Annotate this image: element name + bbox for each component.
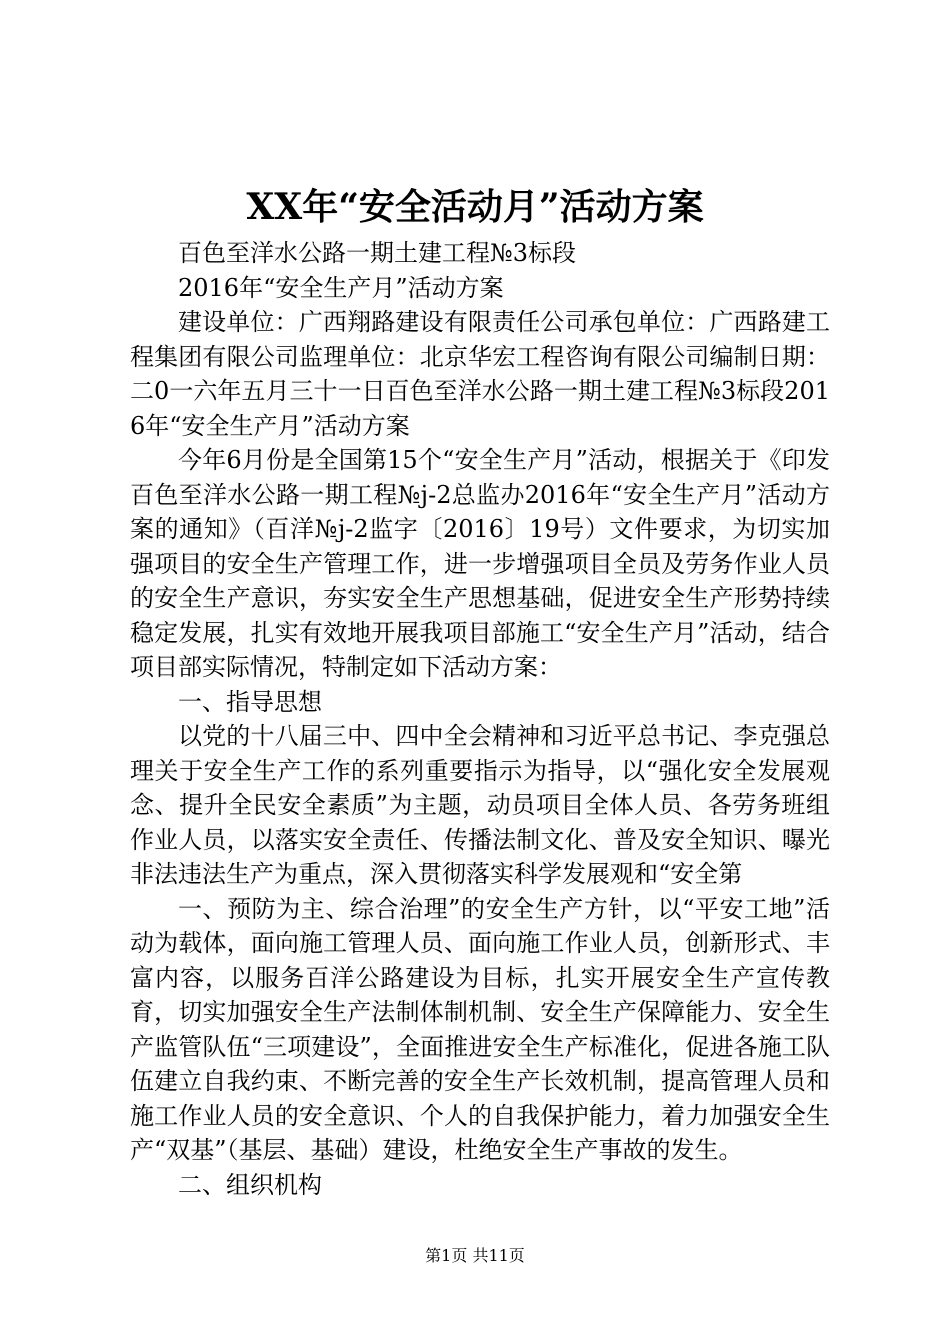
paragraph-project-name: 百色至洋水公路一期土建工程№3标段 bbox=[178, 239, 576, 267]
document-body bbox=[130, 236, 830, 1202]
section-heading-guiding-ideology: 一、指导思想 bbox=[178, 687, 322, 716]
section-heading-organization: 二、组织机构 bbox=[178, 1170, 322, 1199]
paragraph-plan-title: 2016年“安全生产月”活动方案 bbox=[178, 273, 504, 302]
page-number-footer: 第1页 共11页 bbox=[425, 1246, 525, 1265]
paragraph-introduction: 今年6月份是全国第15个“安全生产月”活动，根据关于《印发百色至洋水公路一期工程№j-2总监办2016年“安全生产月”活动方案的通知》（百洋№j-2监字〔2016〕19号）文件要求，为切实加强项目的安全生产管理工作，进一步增强项目全员及劳务作业人员的安全生产意识，夯实安全生产思想基础，促进安全生产形势持续稳定发展，扎实有效地开展我项目部施工“安全生产月”活动，结合项目部实际情况，特制定如下活动方案： bbox=[130, 446, 830, 681]
document-title: XX年“安全活动月”活动方案 bbox=[246, 186, 704, 228]
paragraph-guiding-ideology: 以党的十八届三中、四中全会精神和习近平总书记、李克强总理关于安全生产工作的系列重要指示为指导，以“强化安全发展观念、提升全民安全素质”为主题，动员项目全体人员、各劳务班组作业人员，以落实安全责任、传播法制文化、普及安全知识、曝光非法违法生产为重点，深入贯彻落实科学发展观和“安全第 bbox=[130, 722, 830, 888]
paragraph-units-info: 建设单位：广西翔路建设有限责任公司承包单位：广西路建工程集团有限公司监理单位：北京华宏工程咨询有限公司编制日期：二0一六年五月三十一日百色至洋水公路一期土建工程№3标段2016年“安全生产月”活动方案 bbox=[130, 308, 830, 440]
paragraph-safety-policy: 一、预防为主、综合治理”的安全生产方针，以“平安工地”活动为载体，面向施工管理人员、面向施工作业人员，创新形式、丰富内容，以服务百洋公路建设为目标，扎实开展安全生产宣传教育，切实加强安全生产法制体制机制、安全生产保障能力、安全生产监管队伍“三项建设”，全面推进安全生产标准化，促进各施工队伍建立自我约束、不断完善的安全生产长效机制，提高管理人员和施工作业人员的安全意识、个人的自我保护能力，着力加强安全生产“双基”（基层、基础）建设，杜绝安全生产事故的发生。 bbox=[130, 894, 830, 1164]
